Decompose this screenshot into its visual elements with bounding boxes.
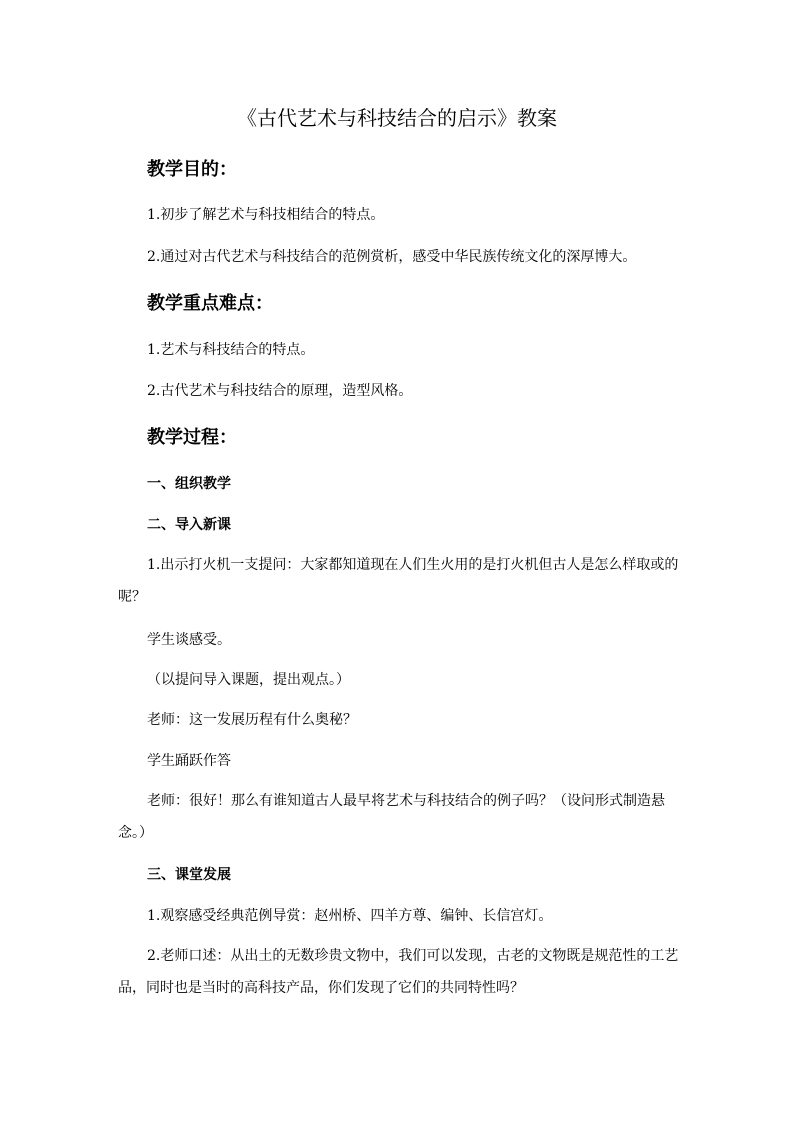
part1-heading: 一、组织教学 — [147, 476, 231, 492]
part2-paragraph-6 — [118, 785, 678, 849]
part2-heading: 二、导入新课 — [147, 517, 231, 533]
part3-paragraph-2 — [118, 940, 678, 1004]
part2-paragraph-3: （以提问导入课题，提出观点。） — [147, 672, 350, 688]
part2-paragraph-1-line-1: 1.出示打火机一支提问：大家都知道现在人们生火用的是打火机但古人是怎么样取或的 — [147, 557, 679, 573]
key-point-item-1: 1.艺术与科技结合的特点。 — [147, 342, 315, 358]
part3-paragraph-1: 1.观察感受经典范例导赏：赵州桥、四羊方尊、编钟、长信宫灯。 — [147, 908, 553, 924]
part2-paragraph-1 — [118, 549, 678, 613]
part3-paragraph-2-line-1: 2.老师口述：从出土的无数珍贵文物中，我们可以发现，古老的文物既是规范性的工艺 — [147, 948, 679, 964]
part3-paragraph-2-line-2: 品，同时也是当时的高科技产品，你们发现了它们的共同特性吗？ — [118, 980, 524, 996]
part2-paragraph-5: 学生踊跃作答 — [147, 753, 231, 769]
part2-paragraph-2: 学生谈感受。 — [147, 632, 231, 648]
part2-paragraph-4: 老师：这一发展历程有什么奥秘？ — [147, 712, 357, 728]
objectives-heading: 教学目的： — [147, 159, 237, 180]
part3-heading: 三、课堂发展 — [147, 867, 231, 883]
part2-paragraph-6-line-1: 老师：很好！那么有谁知道古人最早将艺术与科技结合的例子吗？（设问形式制造悬 — [147, 793, 665, 809]
process-heading: 教学过程： — [147, 427, 237, 448]
key-points-heading: 教学重点难点： — [147, 293, 273, 314]
key-point-item-2: 2.古代艺术与科技结合的原理，造型风格。 — [147, 383, 413, 399]
part2-paragraph-1-line-2: 呢？ — [118, 589, 146, 605]
part2-paragraph-6-line-2: 念。） — [118, 825, 153, 841]
objective-item-1: 1.初步了解艺术与科技相结合的特点。 — [147, 207, 385, 223]
objective-item-2: 2.通过对古代艺术与科技结合的范例赏析，感受中华民族传统文化的深厚博大。 — [147, 249, 637, 265]
document-title: 《古代艺术与科技结合的启示》教案 — [237, 106, 557, 130]
